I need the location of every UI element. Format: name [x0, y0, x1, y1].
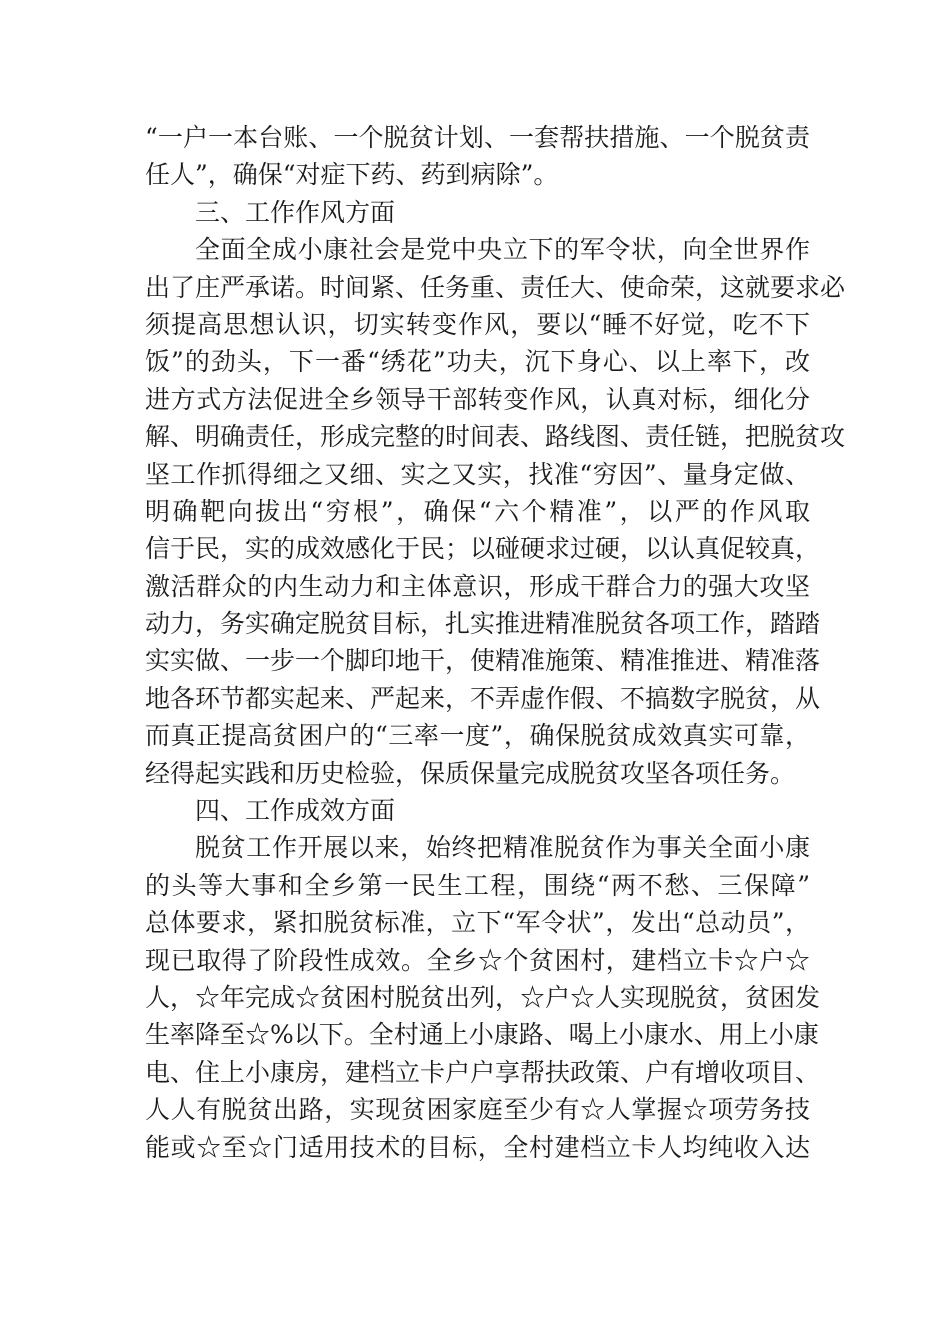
- text-line: 能或☆至☆门适用技术的目标，全村建档立卡人均纯收入达: [145, 1132, 810, 1162]
- paragraph-work-style: [145, 231, 846, 792]
- text-line: “一户一本台账、一个脱贫计划、一套帮扶措施、一个脱贫责: [145, 123, 810, 152]
- text-line: 出了庄严承诺。时间紧、任务重、责任大、使命荣，这就要求必: [145, 272, 846, 302]
- text-line: 任人”，确保“对症下药、药到病除”。: [145, 160, 559, 190]
- text-line: 人，☆年完成☆贫困村脱贫出列，☆户☆人实现脱贫，贫困发: [145, 982, 821, 1012]
- text-line: 须提高思想认识，切实转变作风，要以“睡不好觉，吃不下: [145, 309, 810, 339]
- text-line: 信于民，实的成效感化于民；以碰硬求过硬，以认真促较真，: [145, 534, 821, 564]
- text-line: 的头等大事和全乡第一民生工程，围绕“两不愁、三保障”: [145, 870, 810, 900]
- section-heading-work-style: 三、工作作风方面: [195, 197, 396, 227]
- text-line: 电、住上小康房，建档立卡户户享帮扶政策、户有增收项目、: [145, 1057, 821, 1087]
- text-line: 饭”的劲头，下一番“绣花”功夫，沉下身心、以上率下，改: [145, 347, 810, 377]
- text-line: 经得起实践和历史检验，保质保量完成脱贫攻坚各项任务。: [145, 758, 796, 788]
- paragraph-work-results: [145, 829, 821, 1166]
- text-line: 而真正提高贫困户的“三率一度”，确保脱贫成效真实可靠，: [145, 721, 810, 751]
- text-line: 激活群众的内生动力和主体意识，形成干群合力的强大攻坚: [145, 571, 810, 601]
- text-line: 生率降至☆%以下。全村通上小康路、喝上小康水、用上小康: [145, 1020, 819, 1050]
- text-line: 进方式方法促进全乡领导干部转变作风，认真对标，细化分: [145, 384, 810, 414]
- text-line: 地各环节都实起来、严起来，不弄虚作假、不搞数字脱贫，从: [145, 683, 821, 713]
- text-line: 明确靶向拔出“穷根”，确保“六个精准”，以严的作风取: [145, 496, 810, 526]
- text-line: 脱贫工作开展以来，始终把精准脱贫作为事关全面小康: [195, 833, 810, 863]
- paragraph-intro: [145, 119, 810, 194]
- text-line: 解、明确责任，形成完整的时间表、路线图、责任链，把脱贫攻: [145, 422, 846, 452]
- text-line: 人人有脱贫出路，实现贫困家庭至少有☆人掌握☆项劳务技: [145, 1095, 810, 1125]
- text-line: 现已取得了阶段性成效。全乡☆个贫困村，建档立卡☆户☆: [145, 945, 810, 975]
- document-body: [145, 119, 846, 1166]
- text-line: 坚工作抓得细之又细、实之又实，找准“穷因”、量身定做、: [145, 459, 810, 489]
- section-heading-work-results: 四、工作成效方面: [195, 796, 396, 826]
- text-line: 全面全成小康社会是党中央立下的军令状，向全世界作: [195, 235, 810, 265]
- text-line: 实实做、一步一个脚印地干，使精准施策、精准推进、精准落: [145, 646, 821, 676]
- text-line: 动力，务实确定脱贫目标，扎实推进精准脱贫各项工作，踏踏: [145, 609, 821, 639]
- text-line: 总体要求，紧扣脱贫标准，立下“军令状”，发出“总动员”，: [145, 908, 810, 938]
